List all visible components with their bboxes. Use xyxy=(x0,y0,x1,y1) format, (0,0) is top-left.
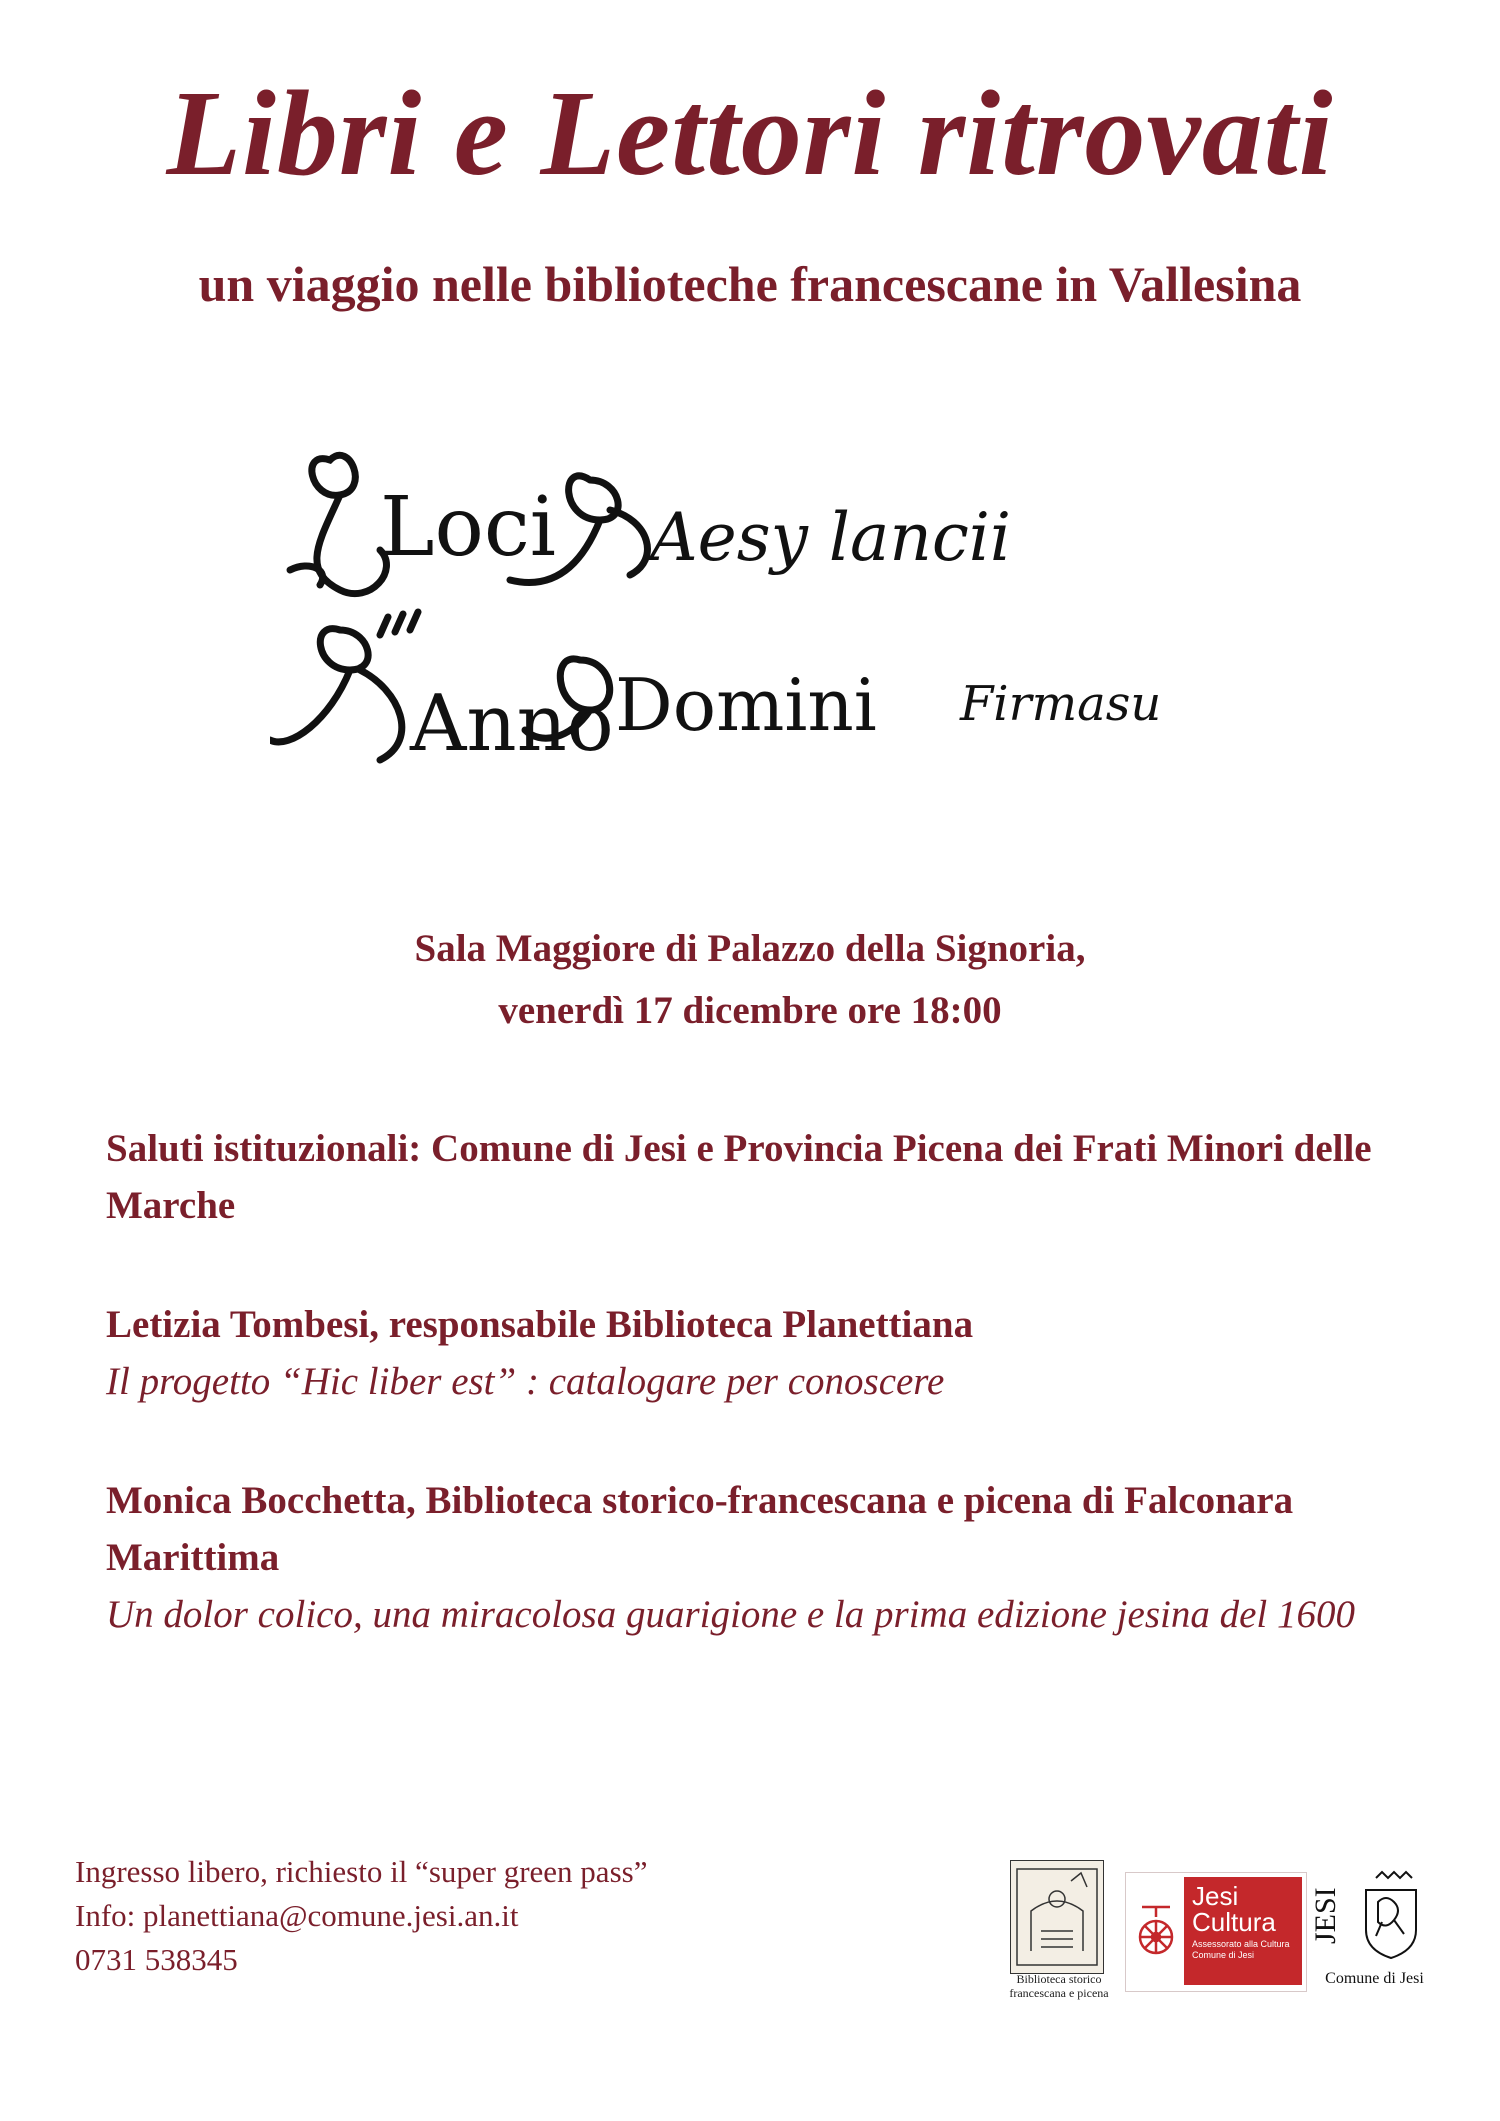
venue-location: Sala Maggiore di Palazzo della Signoria, xyxy=(414,927,1086,970)
lion-crest-icon xyxy=(1346,1870,1432,1962)
biblioteca-caption: Biblioteca storico francescana e picena xyxy=(1009,1972,1109,2000)
footer-info xyxy=(75,1850,647,1982)
calli-word-domini: Domini xyxy=(615,663,877,747)
wheel-icon xyxy=(1134,1903,1178,1959)
comune-jesi-caption: Comune di Jesi xyxy=(1325,1970,1424,1987)
poster-subtitle: un viaggio nelle biblioteche francescane in Vallesina xyxy=(198,256,1302,312)
program-item xyxy=(106,1296,1426,1410)
jesi-cultura-logo xyxy=(1125,1872,1307,1992)
jesi-cultura-block xyxy=(1184,1877,1302,1985)
jesi-vertical-text: JESI xyxy=(1309,1887,1342,1945)
biblioteca-logo xyxy=(1000,1860,1120,2000)
comune-jesi-logo xyxy=(1309,1870,1437,1995)
info-email[interactable]: Info: planettiana@comune.jesi.an.it xyxy=(75,1898,519,1933)
program-item-head: Monica Bocchetta, Biblioteca storico-francescana e picena di Falconara Marittima xyxy=(106,1479,1294,1579)
program-item-talk: Un dolor colico, una miracolosa guarigione e la prima edizione jesina del 1600 xyxy=(106,1593,1355,1636)
calli-word-anno: Anno xyxy=(410,679,614,769)
calli-word-loci: Loci xyxy=(380,480,556,575)
poster-title: Libri e Lettori ritrovati xyxy=(166,66,1334,201)
calligraphy-illustration xyxy=(270,420,1250,800)
venue-date: venerdì 17 dicembre ore 18:00 xyxy=(498,989,1002,1032)
calli-word-aesy: Aesy lancii xyxy=(650,499,1012,576)
sponsor-logos xyxy=(1000,1860,1440,2010)
program-list xyxy=(106,1120,1426,1705)
program-item-head: Letizia Tombesi, responsabile Biblioteca Planettiana xyxy=(106,1303,974,1346)
event-venue xyxy=(0,918,1500,1042)
entry-note: Ingresso libero, richiesto il “super green pass” xyxy=(75,1854,648,1889)
jesi-cultura-sub: Assessorato alla Cultura Comune di Jesi xyxy=(1192,1939,1290,1960)
program-item xyxy=(106,1120,1426,1234)
biblioteca-engraving-icon xyxy=(1010,1860,1104,1974)
calligraphy-drawing xyxy=(270,420,1250,800)
program-item-talk: Il progetto “Hic liber est” : catalogare per conoscere xyxy=(106,1360,945,1403)
info-phone[interactable]: 0731 538345 xyxy=(75,1942,238,1977)
program-item xyxy=(106,1472,1426,1643)
program-item-head: Saluti istituzionali: Comune di Jesi e Provincia Picena dei Frati Minori delle Marche xyxy=(106,1127,1372,1227)
calli-word-firmasu: Firmasu xyxy=(960,676,1162,732)
jesi-cultura-name: Jesi Cultura xyxy=(1192,1881,1276,1937)
